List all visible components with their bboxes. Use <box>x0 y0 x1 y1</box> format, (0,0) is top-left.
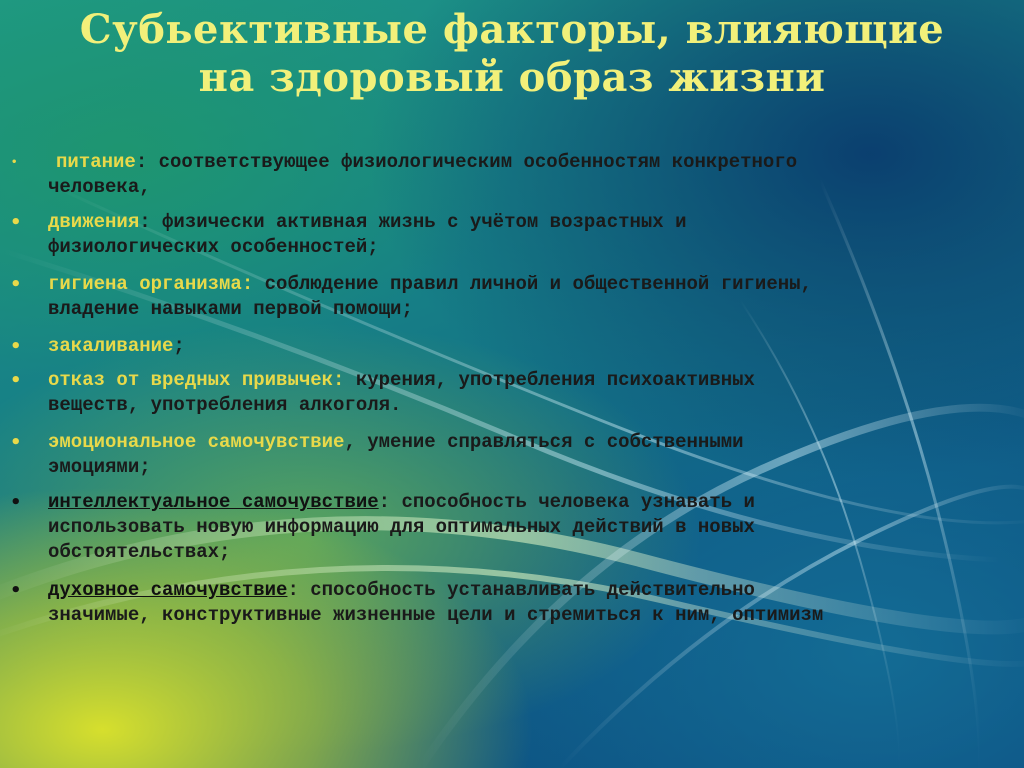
list-item-spiritual <box>0 578 1024 638</box>
slide-title-line-2: на здоровый образ жизни <box>198 54 826 101</box>
list-item-bad-habits <box>0 368 1024 428</box>
bullet-icon: • <box>10 580 22 601</box>
slide-title-line-1: Субьективные факторы, влияющие <box>79 6 945 53</box>
bullet-icon: • <box>10 370 22 391</box>
item-text: : физически активная жизнь с учётом возрастных и <box>139 211 687 233</box>
slide-title <box>0 6 1024 102</box>
bullet-icon: • <box>10 274 22 295</box>
bullet-icon: • <box>10 432 22 453</box>
bullet-icon: • <box>10 492 22 513</box>
list-item-hygiene <box>0 272 1024 332</box>
item-text-line-2: веществ, употребления алкоголя. <box>48 394 402 416</box>
item-term: движения <box>48 211 140 233</box>
item-text-line-2: физиологических особенностей; <box>48 236 379 258</box>
item-term: интеллектуальное самочувствие <box>48 491 379 513</box>
bullet-icon: • <box>11 157 18 168</box>
item-text-line-2: значимые, конструктивные жизненные цели и стремиться к ним, оптимизм <box>48 604 824 626</box>
bullet-icon: • <box>10 336 22 357</box>
item-term: закаливание <box>48 335 174 357</box>
list-item-nutrition <box>0 150 1024 210</box>
list-item-emotional <box>0 430 1024 490</box>
item-text: : способность человека узнавать и <box>378 491 755 513</box>
item-text-line-2: человека, <box>48 176 151 198</box>
item-term: питание <box>56 151 136 173</box>
item-text: курения, употребления психоактивных <box>344 369 755 391</box>
item-text-line-2: эмоциями; <box>48 456 151 478</box>
item-text-line-2: использовать новую информацию для оптимальных действий в новых <box>48 516 755 538</box>
item-text: : способность устанавливать действительно <box>287 579 755 601</box>
list-item-intellectual <box>0 490 1024 576</box>
item-text-line-2: владение навыками первой помощи; <box>48 298 413 320</box>
item-text: , умение справляться с собственными <box>344 431 744 453</box>
item-term: эмоциональное самочувствие <box>48 431 345 453</box>
item-text: : соответствующее физиологическим особенностям конкретного <box>135 151 798 173</box>
item-term: духовное самочувствие <box>48 579 288 601</box>
item-text-line-3: обстоятельствах; <box>48 541 231 563</box>
list-item-movement <box>0 210 1024 270</box>
bullet-icon: • <box>10 212 22 233</box>
item-term: гигиена организма: <box>48 273 254 295</box>
item-text: ; <box>173 335 185 357</box>
item-text: соблюдение правил личной и общественной гигиены, <box>253 273 812 295</box>
item-term: отказ от вредных привычек: <box>48 369 345 391</box>
